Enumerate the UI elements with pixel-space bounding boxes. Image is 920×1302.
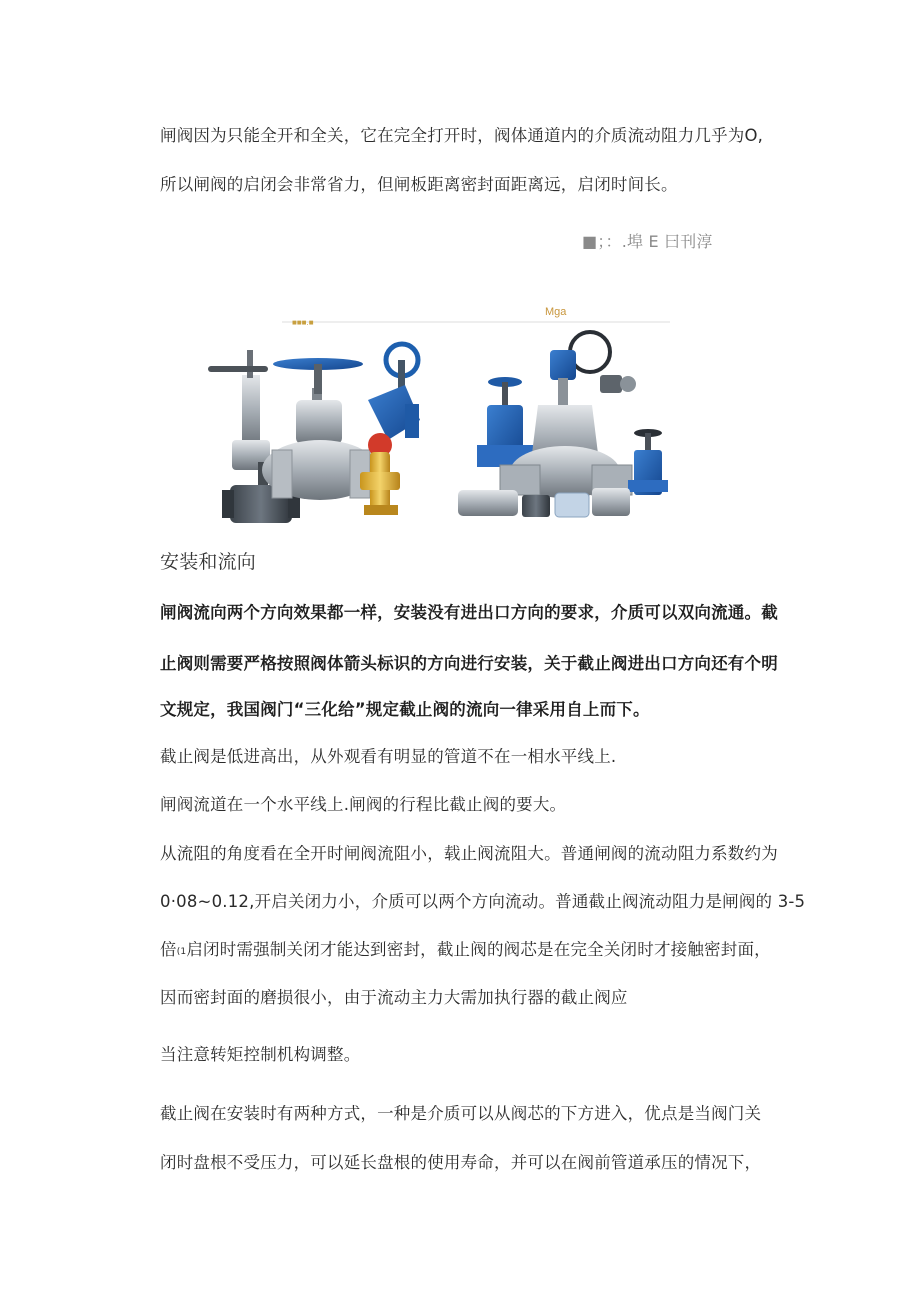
paragraph-3-line-2: 0·08~0.12,开启关闭力小，介质可以两个方向流动。普通截止阀流动阻力是闸阀的 3-5: [160, 892, 806, 911]
intro-line-2: 所以闸阀的启闭会非常省力，但闸板距离密封面距离远，启闭时间长。: [160, 175, 678, 194]
right-valve-group: [458, 332, 668, 517]
bold-line-2: 止阀则需要严格按照阀体箭头标识的方向进行安装，关于截止阀进出口方向还有个明: [160, 654, 778, 673]
figure-right-label: Mga: [545, 306, 567, 318]
bold-line-3: 文规定，我国阀门“三化给”规定截止阀的流向一律采用自上而下。: [160, 700, 650, 719]
left-valve-group: [208, 344, 420, 523]
paragraph-3-line-3: [160, 939, 771, 963]
paragraph-3-line-3-start: 倍: [160, 940, 177, 959]
intro-line-1: 闸阀因为只能全开和全关，它在完全打开时，阀体通道内的介质流动阻力几乎为O,: [160, 126, 764, 145]
valves-product-photo: [200, 300, 675, 532]
paragraph-3-line-4: 因而密封面的磨损很小，由于流动主力大需加执行器的截止阀应: [160, 988, 628, 1007]
paragraph-5-line-2: 闭时盘根不受压力，可以延长盘根的使用寿命，并可以在阀前管道承压的情况下，: [160, 1153, 762, 1172]
paragraph-3-line-3-rest: 启闭时需强制关闭才能达到密封，截止阀的阀芯是在完全关闭时才接触密封面，: [186, 940, 771, 959]
paragraph-5-line-1: 截止阀在安装时有两种方式，一种是介质可以从阀芯的下方进入，优点是当阀门关: [160, 1104, 762, 1123]
section-heading: 安装和流向: [160, 551, 257, 573]
bold-line-1: 闸阀流向两个方向效果都一样，安装没有进出口方向的要求，介质可以双向流通。截: [160, 603, 778, 622]
watermark-text: ■；：.埠 E 曰刊淳: [582, 232, 713, 251]
paragraph-2: 闸阀流道在一个水平线上.闸阀的行程比截止阀的要大。: [160, 795, 567, 814]
footnote-mark: (1: [176, 947, 187, 957]
figure-left-label: ■■■.■: [292, 318, 314, 327]
paragraph-1: 截止阀是低进高出，从外观看有明显的管道不在一相水平线上.: [160, 747, 617, 766]
paragraph-4: 当注意转矩控制机构调整。: [160, 1045, 361, 1064]
paragraph-3-line-1: 从流阻的角度看在全开时闸阀流阻小，载止阀流阻大。普通闸阀的流动阻力系数约为: [160, 844, 778, 863]
